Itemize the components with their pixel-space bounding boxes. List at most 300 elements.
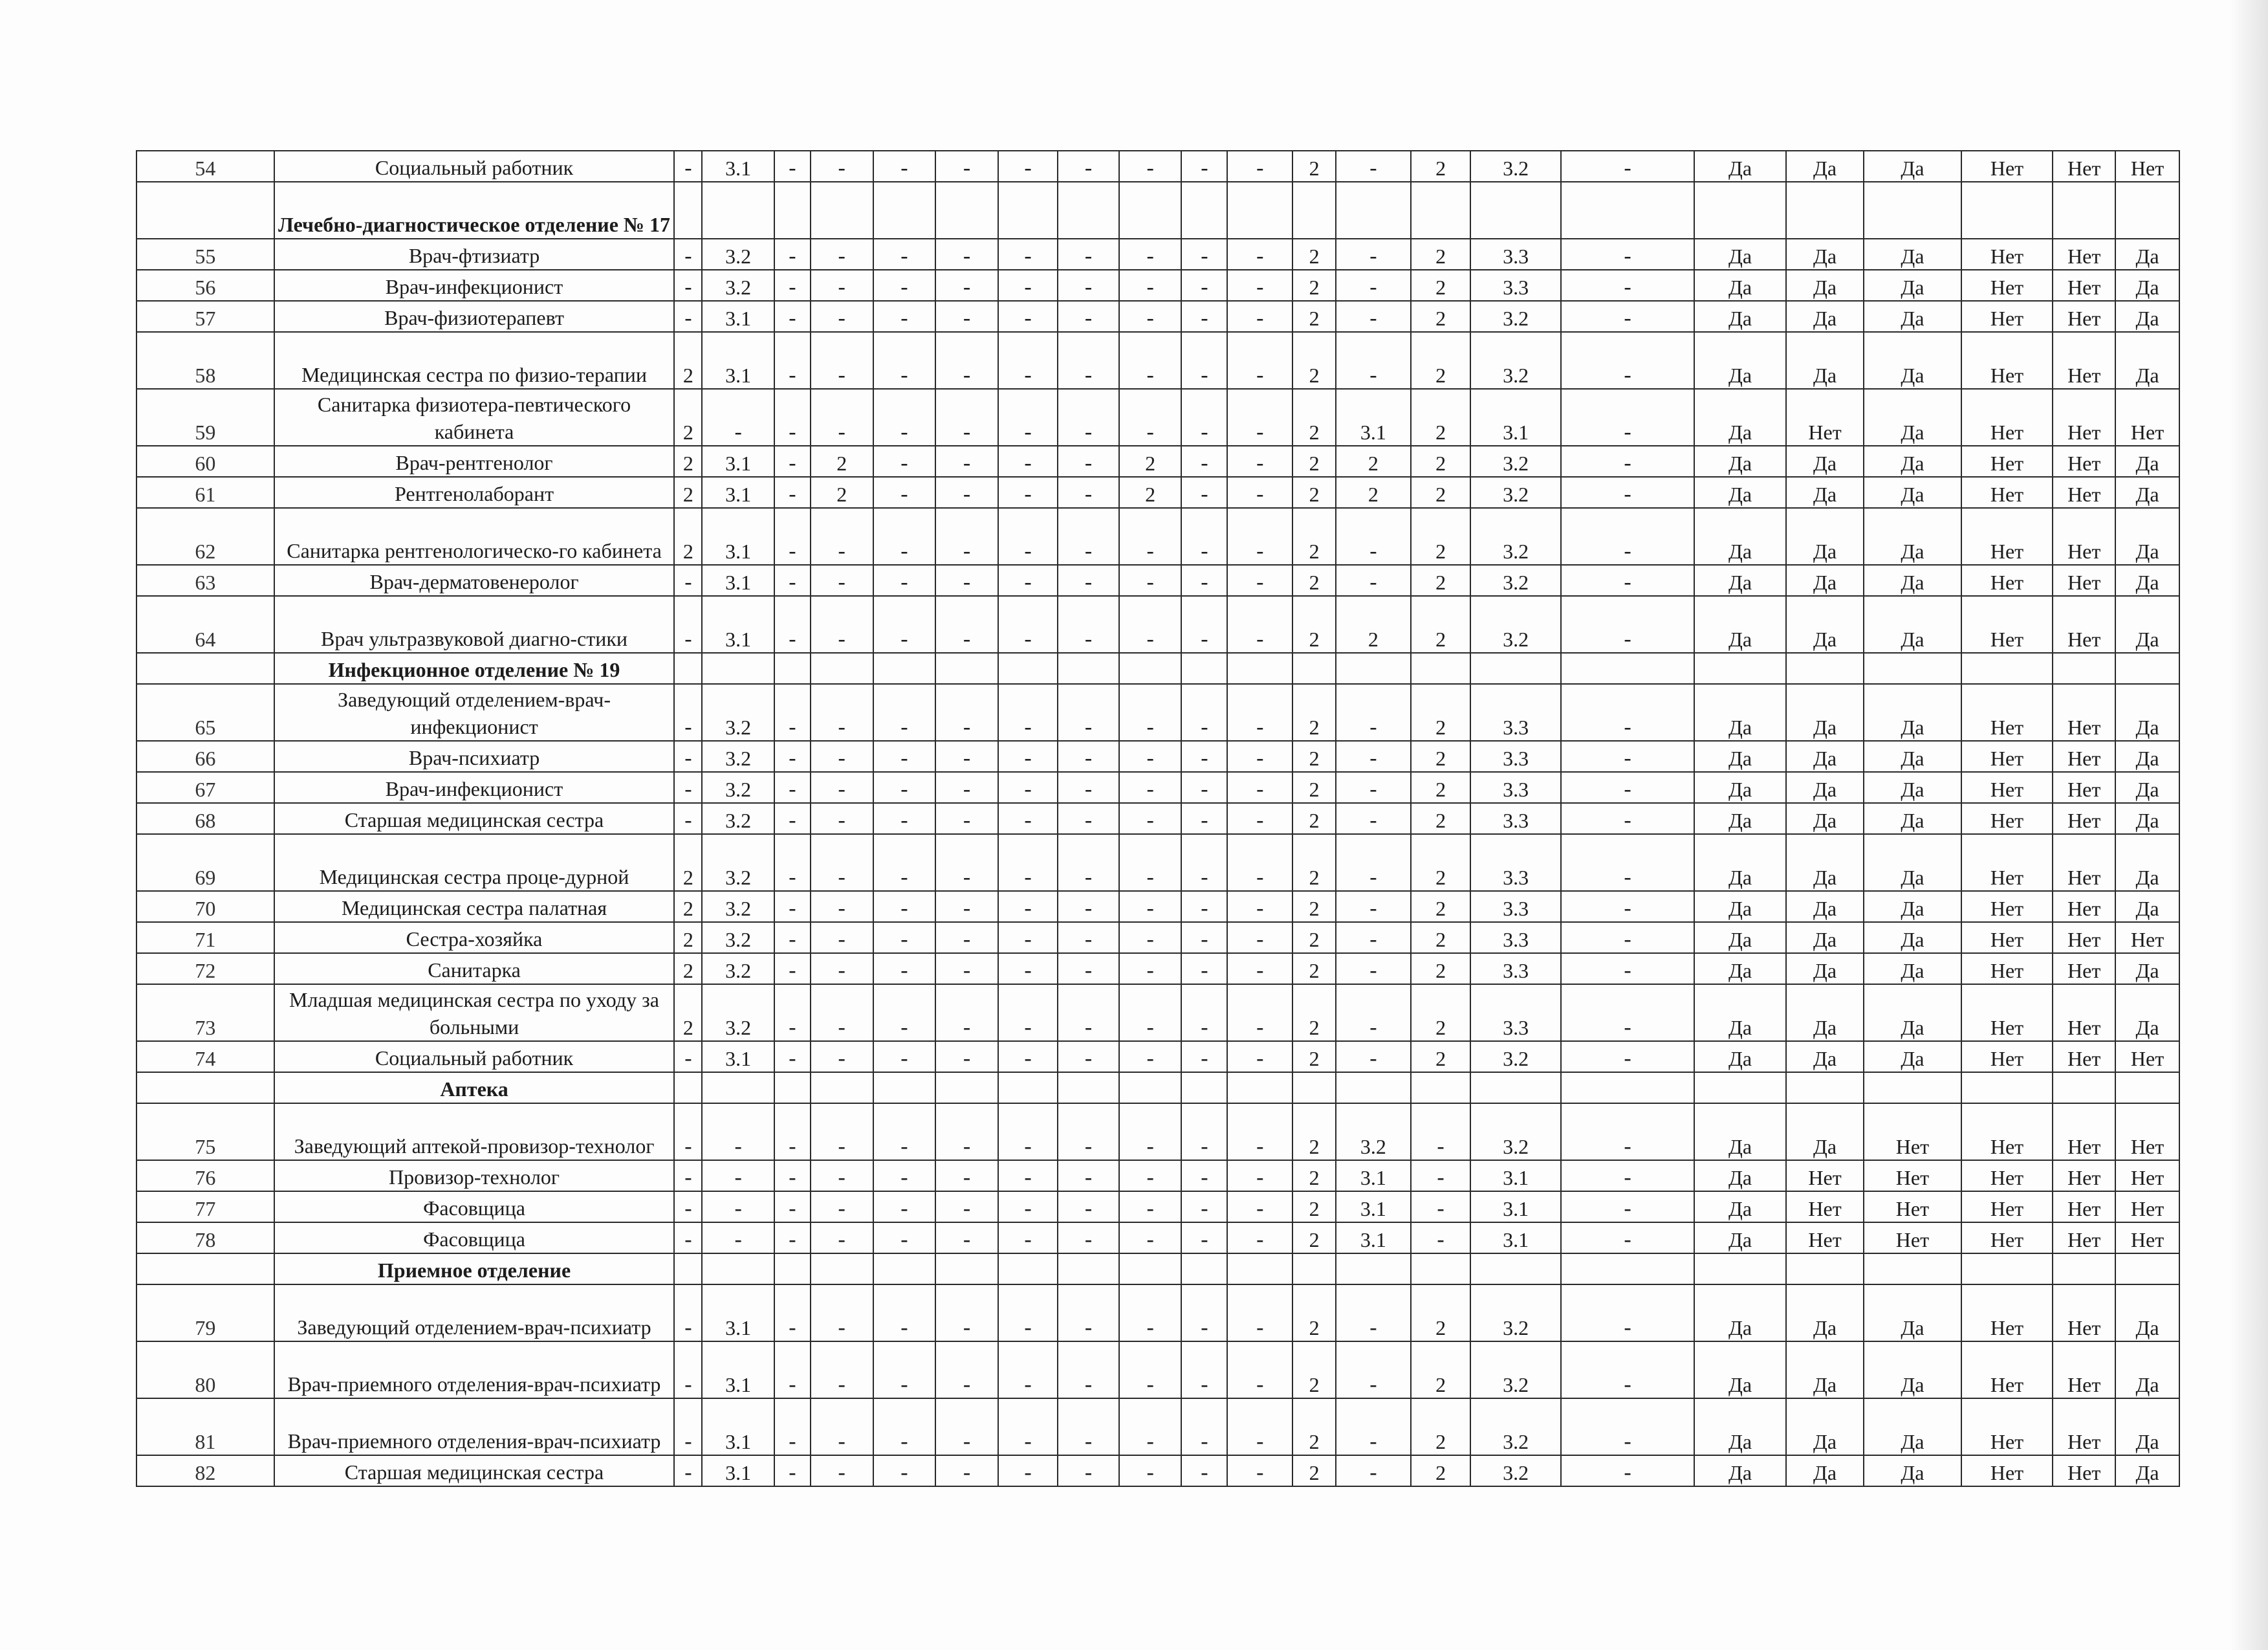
- value-cell: -: [1181, 565, 1227, 596]
- value-cell: [1470, 182, 1561, 239]
- value-cell: -: [811, 953, 873, 984]
- value-cell: -: [1227, 1041, 1292, 1072]
- value-cell: -: [674, 239, 702, 270]
- value-cell: -: [1181, 301, 1227, 332]
- row-number: 66: [136, 741, 274, 772]
- value-cell: 2: [1292, 1191, 1336, 1222]
- value-cell: [2115, 1072, 2179, 1103]
- value-cell: [1336, 1072, 1411, 1103]
- value-cell: 2: [1411, 1284, 1470, 1341]
- value-cell: -: [935, 301, 998, 332]
- value-cell: Да: [1786, 270, 1864, 301]
- position-name: Заведующий отделением-врач-психиатр: [274, 1284, 675, 1341]
- value-cell: Да: [1864, 1041, 1961, 1072]
- value-cell: -: [1561, 684, 1694, 741]
- value-cell: -: [998, 508, 1058, 565]
- value-cell: -: [1227, 596, 1292, 653]
- value-cell: Нет: [1961, 1455, 2053, 1486]
- value-cell: 3.1: [702, 508, 774, 565]
- value-cell: -: [774, 1191, 811, 1222]
- value-cell: Нет: [2053, 565, 2115, 596]
- value-cell: 2: [674, 953, 702, 984]
- value-cell: -: [1227, 477, 1292, 508]
- value-cell: [1561, 1253, 1694, 1284]
- value-cell: Да: [2115, 684, 2179, 741]
- value-cell: 3.3: [1470, 803, 1561, 834]
- value-cell: -: [774, 596, 811, 653]
- row-number: 58: [136, 332, 274, 389]
- value-cell: -: [811, 1222, 873, 1253]
- value-cell: -: [1561, 1398, 1694, 1455]
- value-cell: 3.1: [702, 151, 774, 182]
- row-number: [136, 1253, 274, 1284]
- value-cell: [1961, 653, 2053, 684]
- value-cell: -: [1181, 270, 1227, 301]
- value-cell: -: [1181, 508, 1227, 565]
- value-cell: Нет: [2115, 1103, 2179, 1160]
- value-cell: 3.1: [702, 1041, 774, 1072]
- value-cell: -: [935, 239, 998, 270]
- value-cell: -: [1227, 1341, 1292, 1398]
- value-cell: -: [1561, 565, 1694, 596]
- value-cell: [1561, 182, 1694, 239]
- table-row: [136, 1341, 2179, 1398]
- value-cell: 2: [674, 508, 702, 565]
- position-name: Врач-рентгенолог: [274, 446, 675, 477]
- value-cell: -: [998, 239, 1058, 270]
- value-cell: -: [1336, 1341, 1411, 1398]
- value-cell: -: [1336, 301, 1411, 332]
- value-cell: Нет: [1786, 389, 1864, 446]
- value-cell: 3.2: [1470, 301, 1561, 332]
- value-cell: -: [1058, 389, 1119, 446]
- position-name: Врач-фтизиатр: [274, 239, 675, 270]
- value-cell: [2053, 182, 2115, 239]
- value-cell: [774, 1072, 811, 1103]
- value-cell: 2: [1292, 446, 1336, 477]
- value-cell: -: [935, 891, 998, 922]
- value-cell: 2: [1119, 446, 1182, 477]
- row-number: 78: [136, 1222, 274, 1253]
- position-name: Заведующий отделением-врач-инфекционист: [274, 684, 675, 741]
- value-cell: -: [774, 332, 811, 389]
- value-cell: -: [873, 684, 936, 741]
- value-cell: -: [1181, 1455, 1227, 1486]
- value-cell: -: [774, 389, 811, 446]
- value-cell: [1786, 653, 1864, 684]
- value-cell: Нет: [2053, 332, 2115, 389]
- value-cell: -: [998, 891, 1058, 922]
- value-cell: Нет: [2053, 1041, 2115, 1072]
- value-cell: [1292, 182, 1336, 239]
- table-row: [136, 1455, 2179, 1486]
- position-name: Медицинская сестра проце-дурной: [274, 834, 675, 891]
- value-cell: [1227, 653, 1292, 684]
- value-cell: -: [1227, 270, 1292, 301]
- value-cell: 2: [1292, 270, 1336, 301]
- value-cell: Да: [1786, 772, 1864, 803]
- value-cell: 3.2: [1470, 596, 1561, 653]
- value-cell: -: [1119, 389, 1182, 446]
- value-cell: -: [935, 834, 998, 891]
- value-cell: Нет: [1961, 953, 2053, 984]
- value-cell: Нет: [1961, 891, 2053, 922]
- value-cell: 3.2: [1470, 1103, 1561, 1160]
- value-cell: 2: [811, 446, 873, 477]
- row-number: 80: [136, 1341, 274, 1398]
- value-cell: -: [1336, 922, 1411, 953]
- value-cell: 2: [1292, 772, 1336, 803]
- value-cell: 2: [1119, 477, 1182, 508]
- value-cell: [774, 653, 811, 684]
- value-cell: -: [873, 741, 936, 772]
- value-cell: Да: [1786, 1398, 1864, 1455]
- value-cell: 3.2: [702, 922, 774, 953]
- value-cell: -: [1119, 1041, 1182, 1072]
- value-cell: [1961, 182, 2053, 239]
- value-cell: -: [1227, 684, 1292, 741]
- value-cell: -: [811, 239, 873, 270]
- table-row: [136, 1284, 2179, 1341]
- value-cell: [2053, 1253, 2115, 1284]
- value-cell: -: [674, 1341, 702, 1398]
- value-cell: -: [674, 741, 702, 772]
- value-cell: 3.2: [702, 684, 774, 741]
- table-row: [136, 834, 2179, 891]
- value-cell: -: [873, 332, 936, 389]
- value-cell: 2: [1411, 477, 1470, 508]
- value-cell: -: [811, 741, 873, 772]
- value-cell: Нет: [1961, 446, 2053, 477]
- value-cell: 3.1: [702, 332, 774, 389]
- value-cell: [1864, 1253, 1961, 1284]
- value-cell: Нет: [2115, 1191, 2179, 1222]
- value-cell: 2: [1411, 596, 1470, 653]
- value-cell: -: [774, 239, 811, 270]
- value-cell: -: [674, 1398, 702, 1455]
- value-cell: -: [1561, 151, 1694, 182]
- value-cell: [1864, 1072, 1961, 1103]
- value-cell: Да: [1694, 984, 1786, 1041]
- value-cell: Нет: [2053, 1160, 2115, 1191]
- value-cell: 2: [1411, 389, 1470, 446]
- value-cell: -: [873, 596, 936, 653]
- value-cell: 2: [674, 891, 702, 922]
- value-cell: -: [1561, 270, 1694, 301]
- value-cell: Да: [1694, 891, 1786, 922]
- row-number: 72: [136, 953, 274, 984]
- value-cell: -: [1058, 953, 1119, 984]
- value-cell: Да: [1864, 596, 1961, 653]
- value-cell: 2: [1411, 803, 1470, 834]
- table-row: [136, 772, 2179, 803]
- value-cell: 2: [1411, 1041, 1470, 1072]
- value-cell: [1411, 182, 1470, 239]
- value-cell: -: [1227, 239, 1292, 270]
- value-cell: -: [935, 508, 998, 565]
- row-number: 60: [136, 446, 274, 477]
- value-cell: Да: [2115, 772, 2179, 803]
- value-cell: -: [998, 1041, 1058, 1072]
- table-row: [136, 741, 2179, 772]
- position-name: Врач-психиатр: [274, 741, 675, 772]
- value-cell: -: [998, 1222, 1058, 1253]
- row-number: 68: [136, 803, 274, 834]
- value-cell: 3.3: [1470, 834, 1561, 891]
- value-cell: -: [1119, 922, 1182, 953]
- value-cell: -: [935, 1455, 998, 1486]
- value-cell: -: [1561, 922, 1694, 953]
- value-cell: -: [1181, 1398, 1227, 1455]
- value-cell: Да: [1864, 508, 1961, 565]
- value-cell: Нет: [2053, 477, 2115, 508]
- position-name: Медицинская сестра по физио-терапии: [274, 332, 675, 389]
- value-cell: Да: [1694, 596, 1786, 653]
- row-number: [136, 653, 274, 684]
- value-cell: -: [1561, 446, 1694, 477]
- value-cell: 2: [1411, 301, 1470, 332]
- value-cell: Нет: [1961, 239, 2053, 270]
- value-cell: Нет: [2053, 1398, 2115, 1455]
- value-cell: 2: [1411, 891, 1470, 922]
- value-cell: -: [1058, 1041, 1119, 1072]
- value-cell: Нет: [1786, 1160, 1864, 1191]
- value-cell: -: [998, 684, 1058, 741]
- value-cell: -: [1561, 803, 1694, 834]
- value-cell: 2: [1411, 684, 1470, 741]
- value-cell: [774, 182, 811, 239]
- value-cell: -: [1336, 984, 1411, 1041]
- value-cell: Да: [1864, 772, 1961, 803]
- value-cell: -: [811, 389, 873, 446]
- value-cell: Да: [1864, 1398, 1961, 1455]
- value-cell: [702, 1253, 774, 1284]
- value-cell: 2: [1292, 1284, 1336, 1341]
- value-cell: -: [873, 1103, 936, 1160]
- value-cell: Да: [2115, 239, 2179, 270]
- value-cell: -: [935, 565, 998, 596]
- value-cell: [1411, 1072, 1470, 1103]
- value-cell: [1864, 182, 1961, 239]
- value-cell: -: [873, 891, 936, 922]
- value-cell: -: [935, 741, 998, 772]
- value-cell: -: [674, 1284, 702, 1341]
- value-cell: [1864, 653, 1961, 684]
- value-cell: -: [1119, 1341, 1182, 1398]
- value-cell: [1470, 1072, 1561, 1103]
- section-title: Аптека: [274, 1072, 675, 1103]
- value-cell: -: [774, 1341, 811, 1398]
- table-row: [136, 446, 2179, 477]
- value-cell: -: [774, 891, 811, 922]
- value-cell: 3.2: [702, 834, 774, 891]
- value-cell: -: [1058, 565, 1119, 596]
- value-cell: -: [1561, 1041, 1694, 1072]
- section-row: [136, 1253, 2179, 1284]
- value-cell: -: [1119, 332, 1182, 389]
- value-cell: Нет: [2053, 772, 2115, 803]
- value-cell: -: [1119, 1398, 1182, 1455]
- value-cell: 2: [1411, 332, 1470, 389]
- value-cell: -: [1181, 1103, 1227, 1160]
- value-cell: -: [1227, 891, 1292, 922]
- value-cell: -: [811, 1191, 873, 1222]
- row-number: 67: [136, 772, 274, 803]
- value-cell: -: [1058, 301, 1119, 332]
- value-cell: -: [1181, 834, 1227, 891]
- value-cell: -: [811, 332, 873, 389]
- value-cell: Да: [1786, 446, 1864, 477]
- value-cell: -: [935, 684, 998, 741]
- value-cell: [674, 1253, 702, 1284]
- value-cell: [1786, 1072, 1864, 1103]
- value-cell: [1227, 182, 1292, 239]
- value-cell: 2: [1292, 891, 1336, 922]
- value-cell: -: [774, 1041, 811, 1072]
- value-cell: Нет: [2053, 301, 2115, 332]
- value-cell: [1561, 653, 1694, 684]
- value-cell: Нет: [1961, 772, 2053, 803]
- value-cell: 3.1: [702, 596, 774, 653]
- value-cell: [1336, 1253, 1411, 1284]
- row-number: 74: [136, 1041, 274, 1072]
- value-cell: Да: [1694, 477, 1786, 508]
- value-cell: Да: [1694, 151, 1786, 182]
- value-cell: -: [1561, 332, 1694, 389]
- value-cell: -: [1227, 1398, 1292, 1455]
- value-cell: Нет: [2053, 984, 2115, 1041]
- value-cell: Нет: [1961, 1222, 2053, 1253]
- value-cell: -: [998, 953, 1058, 984]
- value-cell: -: [1181, 803, 1227, 834]
- value-cell: -: [873, 1041, 936, 1072]
- value-cell: -: [1561, 1191, 1694, 1222]
- value-cell: Нет: [1961, 565, 2053, 596]
- value-cell: -: [674, 301, 702, 332]
- value-cell: [1181, 1072, 1227, 1103]
- value-cell: -: [935, 151, 998, 182]
- value-cell: Да: [1864, 741, 1961, 772]
- value-cell: -: [998, 1284, 1058, 1341]
- value-cell: -: [702, 1191, 774, 1222]
- value-cell: -: [998, 332, 1058, 389]
- row-number: 57: [136, 301, 274, 332]
- value-cell: Да: [1786, 596, 1864, 653]
- value-cell: -: [674, 1191, 702, 1222]
- value-cell: Да: [1864, 151, 1961, 182]
- value-cell: -: [935, 270, 998, 301]
- value-cell: -: [935, 1222, 998, 1253]
- value-cell: -: [1181, 1284, 1227, 1341]
- value-cell: -: [873, 834, 936, 891]
- value-cell: -: [998, 151, 1058, 182]
- value-cell: -: [1058, 151, 1119, 182]
- value-cell: -: [811, 772, 873, 803]
- value-cell: Да: [1694, 1103, 1786, 1160]
- value-cell: -: [1227, 1160, 1292, 1191]
- value-cell: -: [1058, 1398, 1119, 1455]
- row-number: 55: [136, 239, 274, 270]
- value-cell: 2: [1411, 508, 1470, 565]
- value-cell: -: [774, 834, 811, 891]
- value-cell: -: [935, 1103, 998, 1160]
- value-cell: Нет: [1961, 1341, 2053, 1398]
- value-cell: -: [873, 1398, 936, 1455]
- value-cell: Нет: [1961, 389, 2053, 446]
- value-cell: -: [1181, 1191, 1227, 1222]
- value-cell: [935, 1253, 998, 1284]
- table-row: [136, 596, 2179, 653]
- value-cell: Да: [1694, 332, 1786, 389]
- position-name: Социальный работник: [274, 151, 675, 182]
- value-cell: Да: [1694, 953, 1786, 984]
- position-name: Провизор-технолог: [274, 1160, 675, 1191]
- value-cell: [935, 182, 998, 239]
- value-cell: -: [1181, 332, 1227, 389]
- value-cell: Да: [1694, 834, 1786, 891]
- value-cell: -: [935, 477, 998, 508]
- value-cell: Да: [2115, 477, 2179, 508]
- value-cell: -: [1336, 741, 1411, 772]
- value-cell: -: [1058, 834, 1119, 891]
- value-cell: Нет: [2053, 508, 2115, 565]
- row-number: 54: [136, 151, 274, 182]
- value-cell: -: [1058, 446, 1119, 477]
- value-cell: -: [1411, 1160, 1470, 1191]
- value-cell: -: [998, 741, 1058, 772]
- value-cell: [998, 1253, 1058, 1284]
- value-cell: -: [1058, 741, 1119, 772]
- position-name: Врач-дерматовенеролог: [274, 565, 675, 596]
- value-cell: 2: [674, 984, 702, 1041]
- value-cell: -: [998, 1398, 1058, 1455]
- document-sheet: [136, 150, 2180, 1487]
- position-name: Врач-физиотерапевт: [274, 301, 675, 332]
- value-cell: [1119, 182, 1182, 239]
- value-cell: Да: [1694, 301, 1786, 332]
- value-cell: 3.2: [702, 803, 774, 834]
- value-cell: -: [873, 1191, 936, 1222]
- value-cell: -: [1119, 1103, 1182, 1160]
- value-cell: Нет: [1961, 1160, 2053, 1191]
- value-cell: Да: [2115, 834, 2179, 891]
- value-cell: -: [1181, 389, 1227, 446]
- value-cell: -: [1336, 332, 1411, 389]
- value-cell: -: [1058, 1222, 1119, 1253]
- value-cell: 2: [1292, 508, 1336, 565]
- value-cell: [2115, 182, 2179, 239]
- value-cell: -: [1561, 1160, 1694, 1191]
- value-cell: Нет: [2053, 1191, 2115, 1222]
- value-cell: Да: [2115, 508, 2179, 565]
- value-cell: Да: [1864, 332, 1961, 389]
- value-cell: -: [774, 565, 811, 596]
- value-cell: Нет: [1961, 151, 2053, 182]
- value-cell: 2: [1292, 239, 1336, 270]
- value-cell: -: [1119, 953, 1182, 984]
- value-cell: 3.1: [1470, 1191, 1561, 1222]
- value-cell: Нет: [2053, 741, 2115, 772]
- value-cell: [1119, 653, 1182, 684]
- value-cell: -: [1058, 332, 1119, 389]
- value-cell: -: [1119, 741, 1182, 772]
- value-cell: -: [811, 508, 873, 565]
- value-cell: -: [811, 151, 873, 182]
- value-cell: Да: [1694, 803, 1786, 834]
- value-cell: -: [811, 684, 873, 741]
- value-cell: 2: [674, 389, 702, 446]
- value-cell: -: [1181, 151, 1227, 182]
